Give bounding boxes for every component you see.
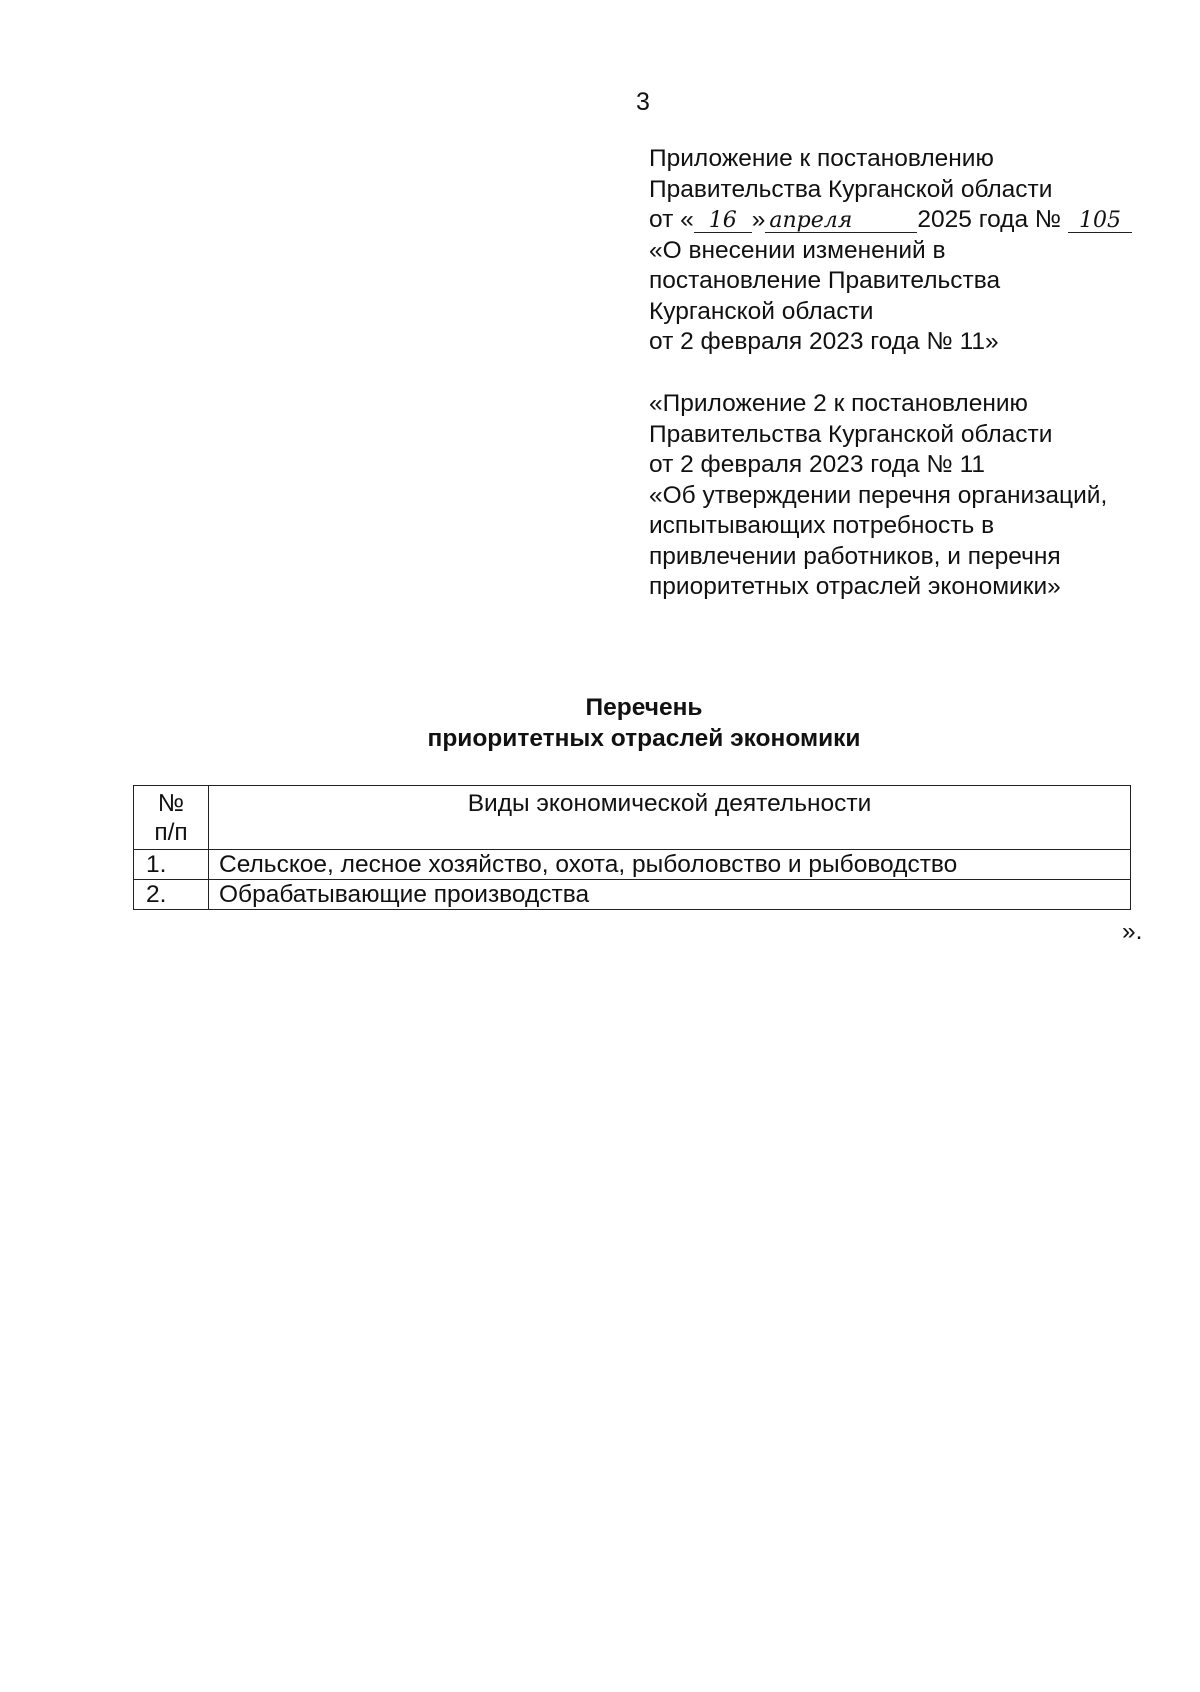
- table-row: [134, 850, 1131, 880]
- header-number: [134, 786, 209, 850]
- row-number: 1.: [134, 850, 209, 880]
- handwritten-month: апреля: [765, 210, 917, 233]
- closing-quote-mark: ».: [1122, 918, 1143, 945]
- annex2-line: приоритетных отраслей экономики»: [649, 573, 1061, 600]
- list-title-line1: Перечень: [585, 694, 703, 721]
- table-row: [134, 880, 1131, 910]
- list-title: [0, 692, 1200, 754]
- table-header-row: [134, 786, 1131, 850]
- page-number: 3: [636, 88, 650, 116]
- annex2-header: [649, 389, 1107, 603]
- annex-line: «О внесении изменений в: [649, 236, 946, 264]
- annex2-line: от 2 февраля 2023 года № 11: [649, 451, 986, 478]
- annex2-line: испытывающих потребность в: [649, 512, 995, 539]
- date-prefix: от «: [649, 206, 694, 233]
- row-activity: Обрабатывающие производства: [209, 880, 1131, 910]
- handwritten-number: 105: [1068, 210, 1132, 233]
- date-mid: »: [751, 206, 766, 233]
- row-number: 2.: [134, 880, 209, 910]
- date-year: 2025 года №: [917, 206, 1062, 233]
- annex-line: постановление Правительства: [649, 267, 1001, 294]
- list-title-line2: приоритетных отраслей экономики: [427, 725, 861, 752]
- row-activity: Сельское, лесное хозяйство, охота, рыболовство и рыбоводство: [209, 850, 1131, 880]
- annex2-line: привлечении работников, и перечня: [649, 542, 1061, 570]
- annex-date-line: [649, 205, 1132, 236]
- header-number-line1: №: [157, 790, 185, 817]
- handwritten-day: 16: [694, 210, 752, 233]
- annex-line: Правительства Курганской области: [649, 175, 1053, 203]
- annex2-line: Правительства Курганской области: [649, 420, 1053, 448]
- annex2-line: «Приложение 2 к постановлению: [649, 390, 1028, 417]
- annex-line: Приложение к постановлению: [649, 145, 994, 172]
- annex-header: [649, 144, 1132, 358]
- header-number-line2: п/п: [154, 819, 188, 846]
- annex-line: от 2 февраля 2023 года № 11»: [649, 328, 999, 355]
- activity-table: [133, 785, 1131, 910]
- annex2-line: «Об утверждении перечня организаций,: [649, 481, 1108, 509]
- header-activity: Виды экономической деятельности: [209, 786, 1131, 850]
- annex-line: Курганской области: [649, 297, 874, 325]
